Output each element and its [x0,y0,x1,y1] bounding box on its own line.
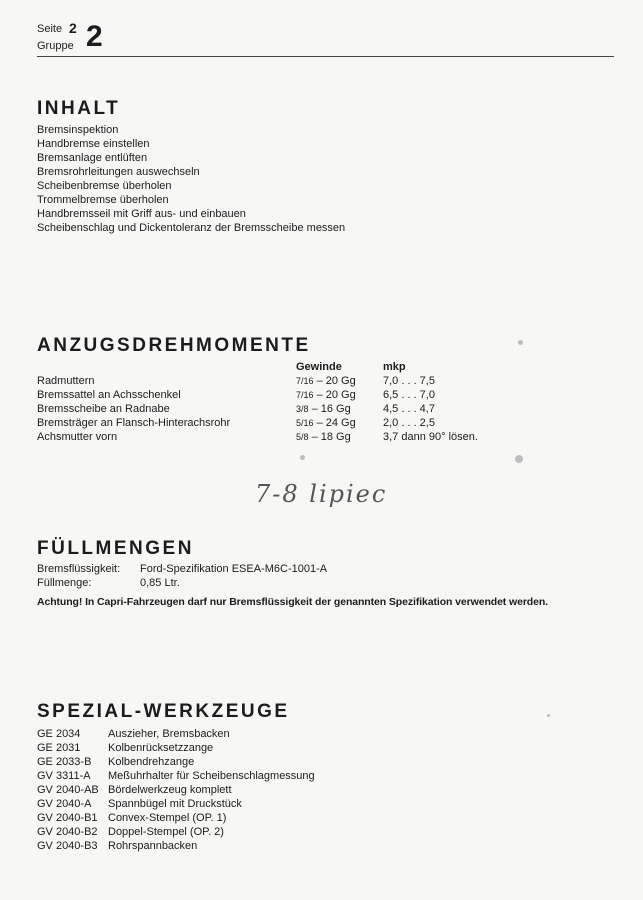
thread-pitch: – 24 Gg [316,417,356,429]
tool-description: Kolbenrücksetzzange [108,742,214,754]
inhalt-item: Handbremsseil mit Griff aus- und einbauen [37,208,246,220]
thread-fraction: 7/16 [296,376,314,386]
scan-spot [547,714,550,717]
tool-code: GV 2040-B3 [37,840,98,852]
tool-description: Meßuhrhalter für Scheibenschlagmessung [108,770,315,782]
tool-description: Rohrspannbacken [108,840,198,852]
mkp-cell: 3,7 dann 90° lösen. [383,431,478,443]
thread-fraction: 3/8 [296,404,309,414]
werkzeuge-heading: SPEZIAL-WERKZEUGE [37,701,290,722]
gruppe-label: Gruppe [37,40,74,52]
mkp-column-header: mkp [383,361,406,373]
tool-code: GV 2040-B1 [37,812,98,824]
thread-pitch: – 16 Gg [311,403,351,415]
mkp-cell: 2,0 . . . 2,5 [383,417,435,429]
tool-description: Auszieher, Bremsbacken [108,728,230,740]
mkp-cell: 6,5 . . . 7,0 [383,389,435,401]
warning-text: Achtung! In Capri-Fahrzeugen darf nur Bremsflüssigkeit der genannten Spezifikation verwendet werden. [37,596,548,608]
thread-fraction: 5/8 [296,432,309,442]
thread-cell [296,374,356,388]
inhalt-item: Scheibenbremse überholen [37,180,172,192]
thread-pitch: – 18 Gg [311,431,351,443]
thread-pitch: – 20 Gg [316,375,356,387]
inhalt-item: Scheibenschlag und Dickentoleranz der Bremsscheibe messen [37,222,346,234]
fuell-heading: FÜLLMENGEN [37,538,194,559]
gruppe-number: 2 [86,20,103,53]
tool-code: GV 2040-AB [37,784,99,796]
thread-fraction: 5/16 [296,418,314,428]
anzug-heading: ANZUGSDREHMOMENTE [37,335,311,356]
thread-cell [296,388,356,402]
handwritten-note: 7-8 lipiec [255,480,388,508]
thread-fraction: 7/16 [296,390,314,400]
part-cell: Bremsträger an Flansch-Hinterachsrohr [37,417,231,429]
tool-description: Doppel-Stempel (OP. 2) [108,826,224,838]
inhalt-item: Handbremse einstellen [37,138,150,150]
thread-cell [296,402,351,416]
inhalt-item: Trommelbremse überholen [37,194,169,206]
amount-label: Füllmenge: [37,577,92,589]
seite-number: 2 [69,20,77,36]
part-cell: Bremssattel an Achsschenkel [37,389,181,401]
header-rule [37,56,614,57]
tool-code: GV 3311-A [37,770,91,782]
tool-description: Bördelwerkzeug komplett [108,784,232,796]
part-cell: Radmuttern [37,375,95,387]
part-cell: Achsmutter vorn [37,431,118,443]
thread-cell [296,430,351,444]
part-cell: Bremsscheibe an Radnabe [37,403,170,415]
scan-spot [518,340,523,345]
tool-description: Spannbügel mit Druckstück [108,798,242,810]
tool-code: GV 2040-B2 [37,826,98,838]
tool-description: Convex-Stempel (OP. 1) [108,812,227,824]
tool-code: GE 2034 [37,728,81,740]
inhalt-item: Bremsrohrleitungen auswechseln [37,166,200,178]
inhalt-item: Bremsanlage entlüften [37,152,148,164]
mkp-cell: 7,0 . . . 7,5 [383,375,435,387]
tool-code: GE 2033-B [37,756,92,768]
tool-description: Kolbendrehzange [108,756,195,768]
seite-label: Seite [37,23,63,35]
inhalt-heading: INHALT [37,98,121,119]
thread-cell [296,416,356,430]
tool-code: GE 2031 [37,742,81,754]
thread-pitch: – 20 Gg [316,389,356,401]
fluid-value: Ford-Spezifikation ESEA-M6C-1001-A [140,563,328,575]
amount-value: 0,85 Ltr. [140,577,180,589]
scan-spot [515,455,523,463]
scan-spot [300,455,305,460]
mkp-cell: 4,5 . . . 4,7 [383,403,435,415]
inhalt-item: Bremsinspektion [37,124,119,136]
fluid-label: Bremsflüssigkeit: [37,563,121,575]
tool-code: GV 2040-A [37,798,92,810]
gewinde-column-header: Gewinde [296,361,342,373]
